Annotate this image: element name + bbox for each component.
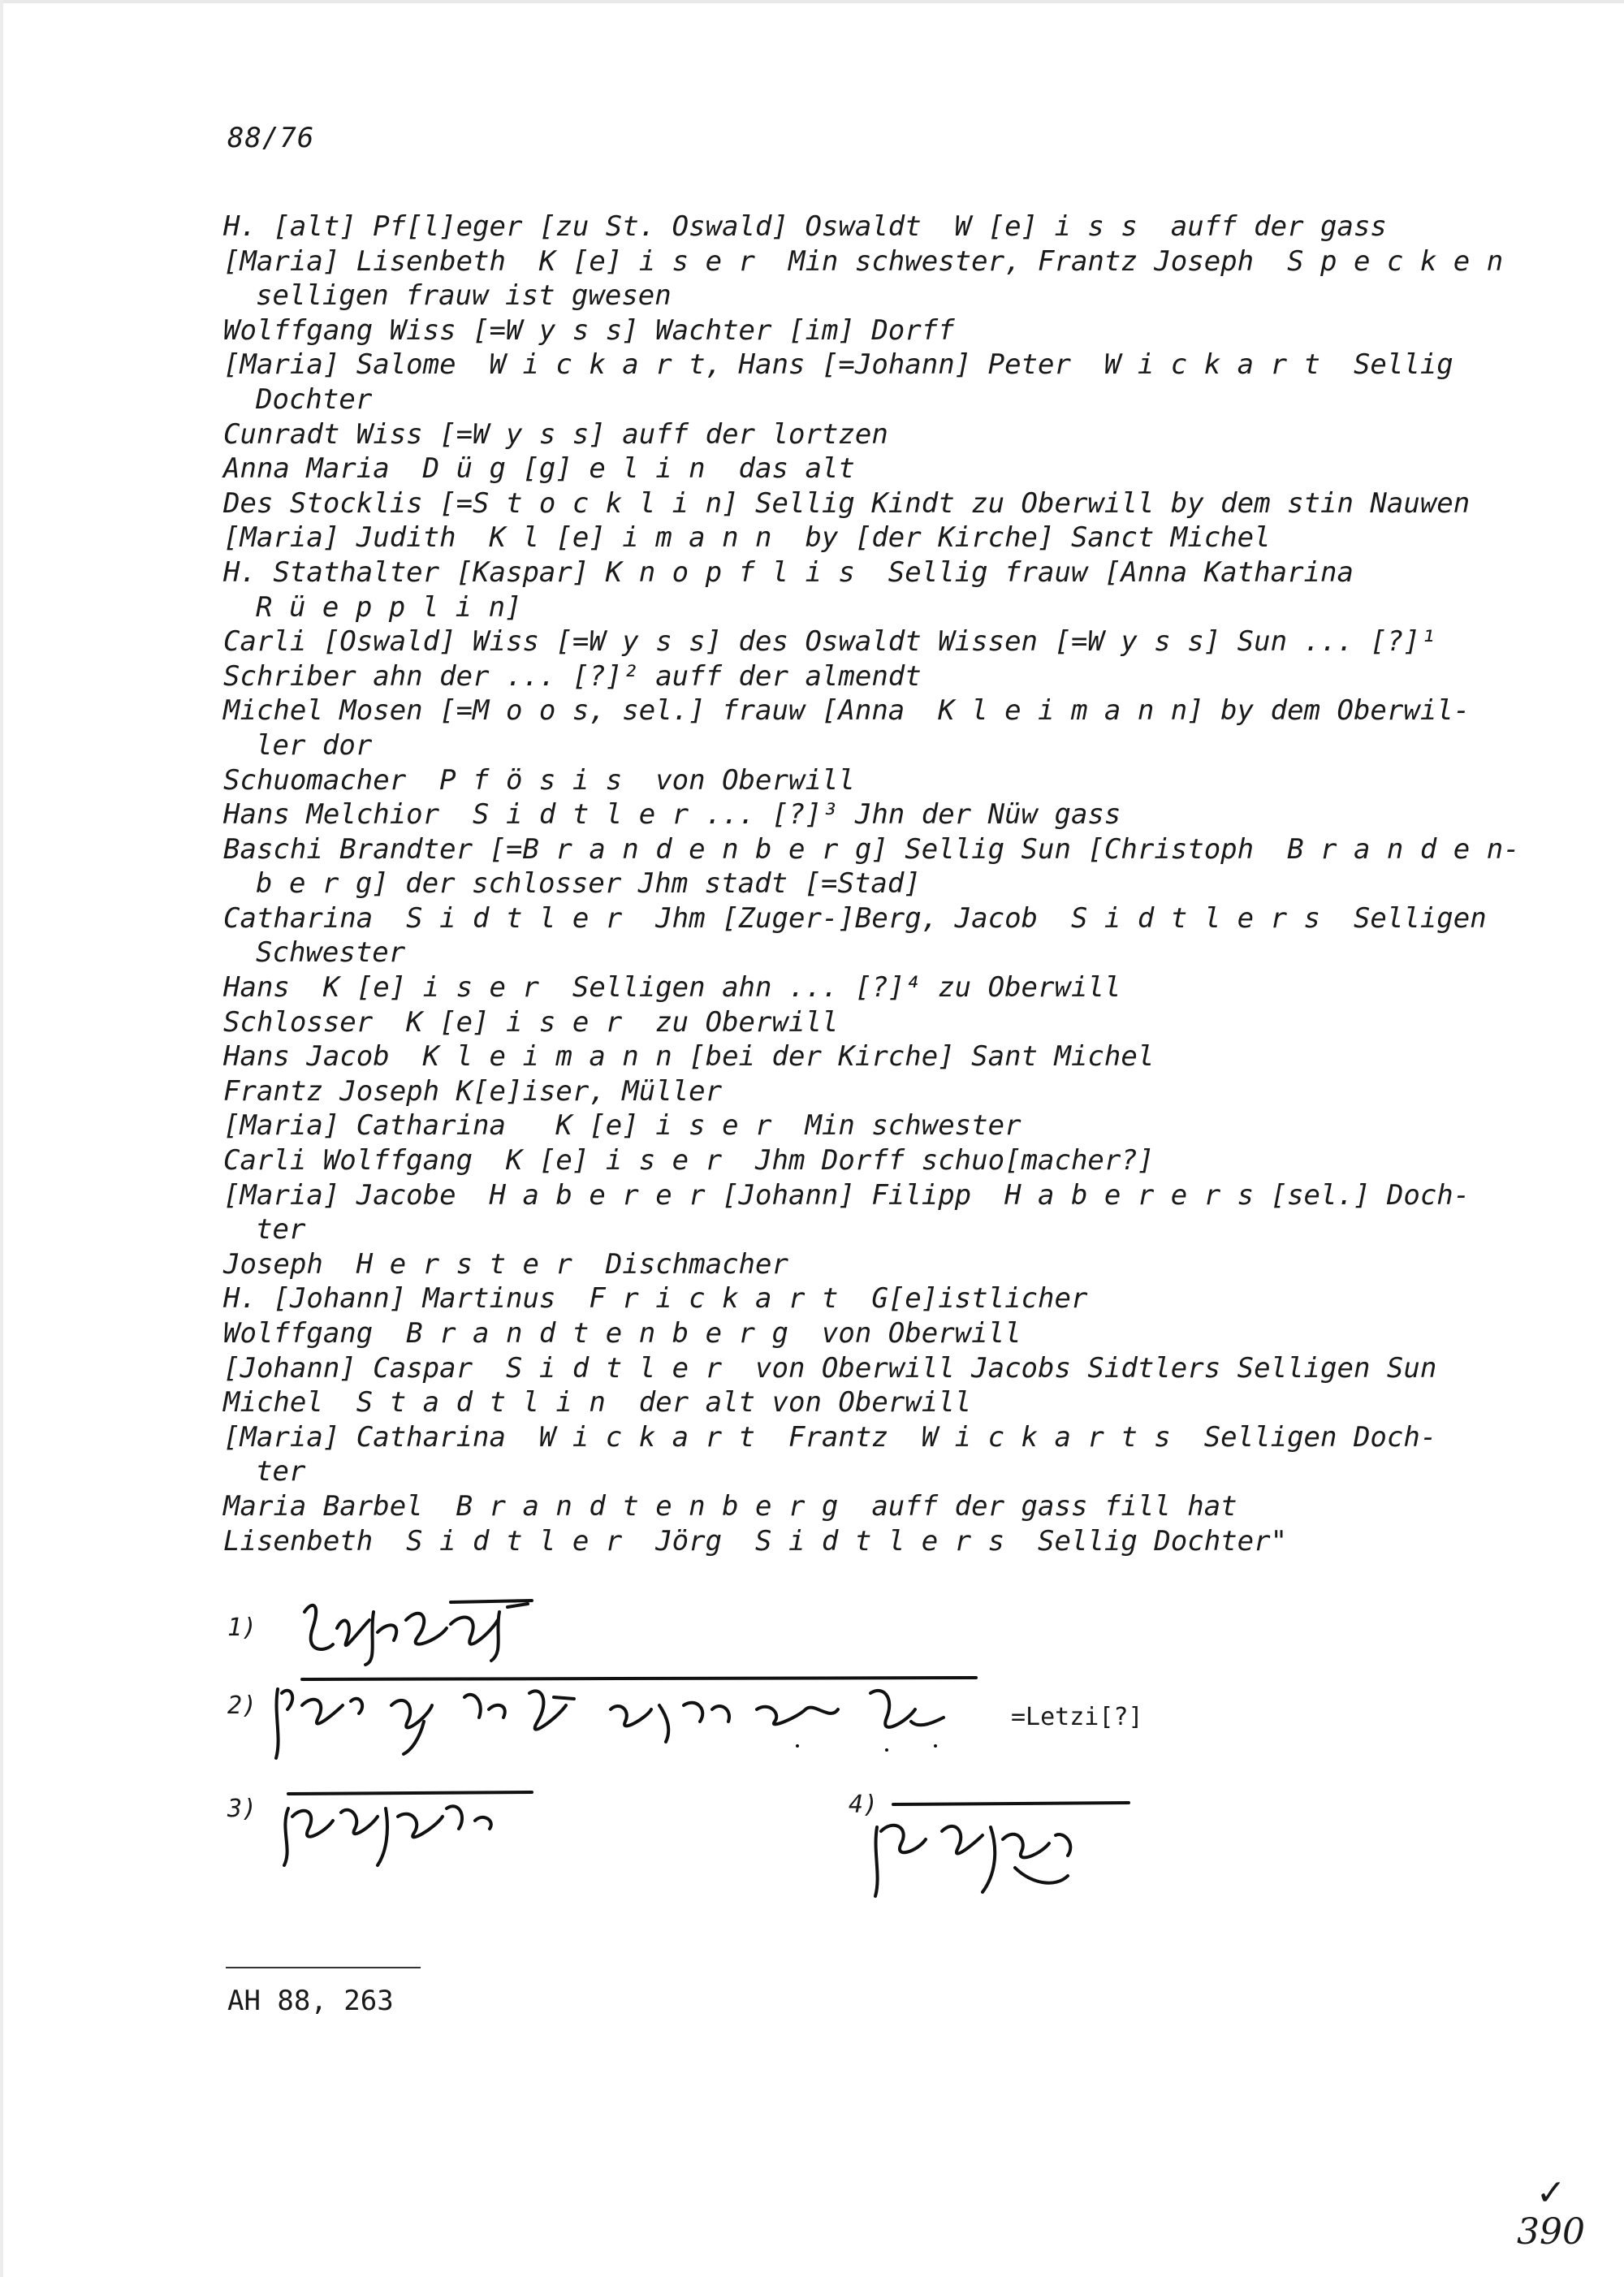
entry-line: [Maria] Jacobe H a b e r e r [Johann] Filipp H a b e r e r s [sel.] Doch- <box>223 1178 1471 1212</box>
entry-line: H. Stathalter [Kaspar] K n o p f l i s Sellig frauw [Anna Katharina <box>223 555 1354 589</box>
entry-line: Frantz Joseph K[e]iser, Müller <box>223 1074 723 1108</box>
archive-annotation <box>1517 2172 1585 2253</box>
entry-line: Wolffgang Wiss [=W y s s] Wachter [im] Dorff <box>223 313 955 347</box>
entry-line: Lisenbeth S i d t l e r Jörg S i d t l e r s Sellig Dochter" <box>223 1524 1288 1558</box>
entry-line: ler dor <box>256 728 373 762</box>
entry-line: b e r g] der schlosser Jhm stadt [=Stad] <box>256 867 921 901</box>
handwriting-facsimile <box>861 1795 1137 1908</box>
handwriting-facsimile <box>264 1784 540 1873</box>
page-number: 88/76 <box>227 122 315 154</box>
page-edge <box>0 0 1624 3</box>
entry-line: Schwester <box>256 936 406 970</box>
entry-line: [Maria] Catharina W i c k a r t Frantz W i c k a r t s Selligen Doch- <box>223 1420 1437 1454</box>
entry-line: Hans Melchior S i d t l e r ... [?]³ Jhn der Nüw gass <box>223 798 1121 832</box>
source-reference: AH 88, 263 <box>227 1985 394 2017</box>
entry-line: Baschi Brandter [=B r a n d e n b e r g] Sellig Sun [Christoph B r a n d e n- <box>223 832 1520 866</box>
entry-line: Carli [Oswald] Wiss [=W y s s] des Oswaldt Wissen [=W y s s] Sun ... [?]¹ <box>223 625 1437 659</box>
footnote-facsimiles <box>227 1596 1364 1953</box>
footnote-label: 3) <box>227 1795 257 1823</box>
entry-line: Anna Maria D ü g [g] e l i n das alt <box>223 452 855 486</box>
entry-line: Joseph H e r s t e r Dischmacher <box>223 1247 788 1281</box>
entry-line: selligen frauw ist gwesen <box>256 279 672 313</box>
entry-line: Michel Mosen [=M o o s, sel.] frauw [Anna K l e i m a n n] by dem Oberwil- <box>223 694 1471 728</box>
entry-line: Schuomacher P f ö s i s von Oberwill <box>223 763 855 797</box>
entry-line: Catharina S i d t l e r Jhm [Zuger-]Berg, Jacob S i d t l e r s Selligen <box>223 901 1487 935</box>
entry-line: Dochter <box>256 382 373 416</box>
handwriting-facsimile <box>270 1673 984 1766</box>
entry-line: [Maria] Lisenbeth K [e] i s e r Min schwester, Frantz Joseph S p e c k e n <box>223 244 1504 278</box>
entry-list <box>223 210 1522 1558</box>
entry-line: H. [alt] Pf[l]eger [zu St. Oswald] Oswaldt W [e] i s s auff der gass <box>223 210 1387 243</box>
footnote-gloss: =Letzi[?] <box>1011 1703 1143 1731</box>
entry-line: Schriber ahn der ... [?]² auff der almendt <box>223 659 922 693</box>
footnote-divider <box>226 1967 421 1968</box>
entry-line: [Maria] Judith K l [e] i m a n n by [der Kirche] Sanct Michel <box>223 521 1271 555</box>
entry-line: Carli Wolffgang K [e] i s e r Jhm Dorff schuo[macher?] <box>223 1144 1155 1177</box>
entry-line: H. [Johann] Martinus F r i c k a r t G[e]istlicher <box>223 1282 1088 1316</box>
footnote-label: 2) <box>227 1692 257 1720</box>
entry-line: [Maria] Salome W i c k a r t, Hans [=Johann] Peter W i c k a r t Sellig <box>223 348 1453 382</box>
entry-line: Des Stocklis [=S t o c k l i n] Sellig Kindt zu Oberwill by dem stin Nauwen <box>223 486 1471 520</box>
footnote-label: 1) <box>227 1614 257 1642</box>
entry-line: [Johann] Caspar S i d t l e r von Oberwill Jacobs Sidtlers Selligen Sun <box>223 1351 1437 1385</box>
entry-line: Hans Jacob K l e i m a n n [bei der Kirche] Sant Michel <box>223 1040 1155 1074</box>
entry-line: Maria Barbel B r a n d t e n b e r g auff der gass fill hat <box>223 1489 1237 1523</box>
entry-line: Schlosser K [e] i s e r zu Oberwill <box>223 1005 839 1039</box>
page-edge <box>0 0 3 2277</box>
handwriting-facsimile <box>288 1596 548 1669</box>
entry-line: ter <box>256 1213 306 1247</box>
footnote-label: 4) <box>849 1791 879 1819</box>
entry-line: Wolffgang B r a n d t e n b e r g von Oberwill <box>223 1317 1021 1350</box>
checkmark-icon: ✓ <box>1535 2172 1566 2214</box>
entry-line: Cunradt Wiss [=W y s s] auff der lortzen <box>223 417 888 451</box>
archive-number: 390 <box>1517 2211 1585 2253</box>
entry-line: ter <box>256 1455 306 1488</box>
entry-line: Michel S t a d t l i n der alt von Oberwill <box>223 1386 972 1419</box>
entry-line: [Maria] Catharina K [e] i s e r Min schwester <box>223 1109 1021 1143</box>
entry-line: R ü e p p l i n] <box>256 590 522 624</box>
entry-line: Hans K [e] i s e r Selligen ahn ... [?]⁴ zu Oberwill <box>223 971 1121 1005</box>
